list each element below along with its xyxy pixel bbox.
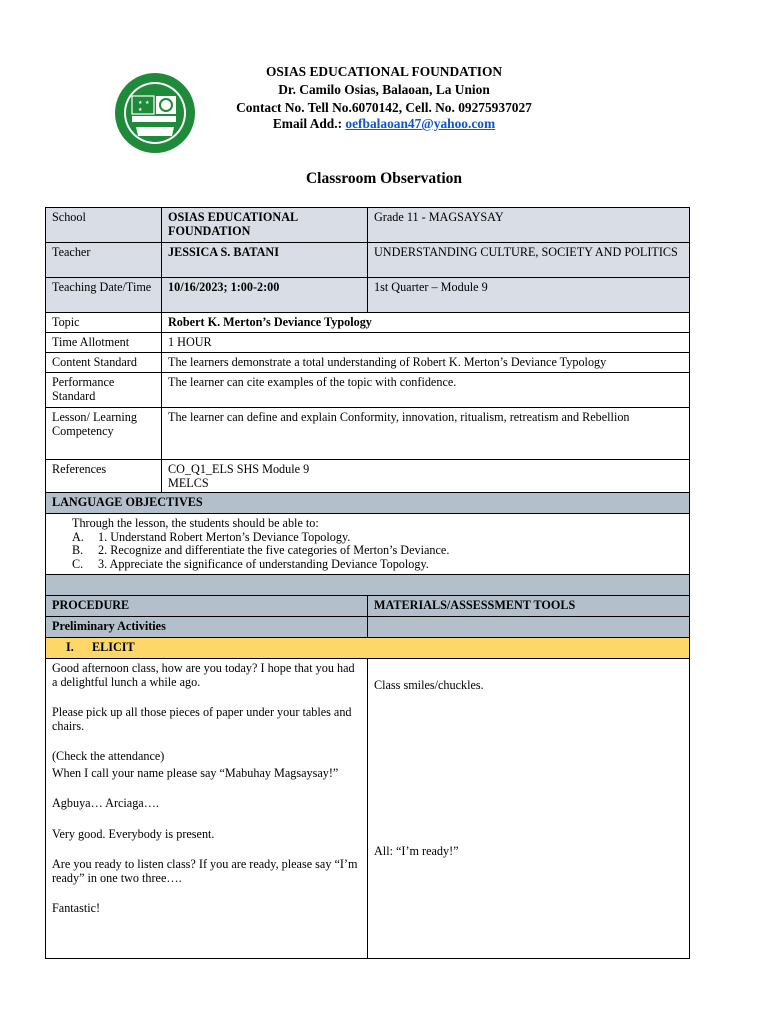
school-label: School [46, 208, 162, 243]
procedure-heading: PROCEDURE [46, 596, 368, 617]
reference-item: MELCS [168, 475, 209, 490]
materials-heading: MATERIALS/ASSESSMENT TOOLS [368, 596, 690, 617]
subject-value: UNDERSTANDING CULTURE, SOCIETY AND POLITICS [368, 243, 690, 278]
svg-text:★: ★ [138, 107, 143, 113]
org-address: Dr. Camilo Osias, Balaoan, La Union [278, 82, 490, 97]
date-value: 10/16/2023; 1:00-2:00 [162, 278, 368, 313]
teacher-label: Teacher [46, 243, 162, 278]
elicit-heading [46, 638, 690, 659]
foundation-logo [114, 72, 196, 154]
teacher-line: Please pick up all those pieces of paper under your tables and chairs. [52, 705, 352, 733]
teacher-line: Very good. Everybody is present. [52, 826, 215, 841]
teacher-activity [46, 659, 368, 959]
svg-text:★: ★ [138, 100, 143, 106]
time-label: Time Allotment [46, 333, 162, 353]
observation-table [45, 207, 690, 959]
preliminary-heading: Preliminary Activities [46, 617, 368, 638]
response-line: All: “I’m ready!” [374, 843, 459, 858]
school-value: OSIAS EDUCATIONAL FOUNDATION [162, 208, 368, 243]
teacher-line: Good afternoon class, how are you today? I hope that you had a delightful lunch a while ago. [52, 661, 355, 689]
objectives-list [72, 531, 683, 572]
grade-value: Grade 11 - MAGSAYSAY [368, 208, 690, 243]
student-responses [368, 659, 690, 959]
content-label: Content Standard [46, 353, 162, 373]
preliminary-materials [368, 617, 690, 638]
list-item: A. 1. Understand Robert Merton’s Deviance Topology. [72, 529, 351, 544]
objectives-body [46, 514, 690, 575]
time-value: 1 HOUR [162, 333, 690, 353]
org-email-line [200, 115, 568, 132]
svg-text:★: ★ [145, 100, 150, 106]
org-name: OSIAS EDUCATIONAL FOUNDATION [265, 64, 503, 79]
quarter-value: 1st Quarter – Module 9 [368, 278, 690, 313]
lesson-label: Lesson/ Learning Competency [46, 408, 162, 460]
list-item: B. 2. Recognize and differentiate the five categories of Merton’s Deviance. [72, 543, 450, 557]
teacher-line: Agbuya… Arciaga…. [52, 796, 159, 810]
teacher-line: Are you ready to listen class? If you are ready, please say “I’m ready” in one two three…. [52, 857, 358, 885]
references-label: References [46, 460, 162, 493]
topic-value: Robert K. Merton’s Deviance Typology [162, 313, 690, 333]
objectives-heading: LANGUAGE OBJECTIVES [46, 493, 690, 514]
teacher-value: JESSICA S. BATANI [162, 243, 368, 278]
teacher-line: (Check the attendance) [52, 749, 165, 763]
elicit-number: I. [66, 640, 74, 654]
objectives-intro: Through the lesson, the students should be able to: [72, 516, 319, 530]
references-value [162, 460, 690, 493]
response-line: Class smiles/chuckles. [374, 678, 484, 692]
reference-item: CO_Q1_ELS SHS Module 9 [168, 462, 310, 476]
performance-value: The learner can cite examples of the topic with confidence. [162, 373, 690, 408]
topic-label: Topic [46, 313, 162, 333]
org-contact: Contact No. Tell No.6070142, Cell. No. 09275937027 [236, 100, 532, 115]
document-title: Classroom Observation [305, 170, 462, 187]
email-label: Email Add.: [272, 116, 343, 131]
spacer-row [46, 575, 690, 596]
email-link[interactable]: oefbalaoan47@yahoo.com [345, 116, 496, 131]
lesson-value: The learner can define and explain Conformity, innovation, ritualism, retreatism and Rebellion [162, 408, 690, 460]
date-label: Teaching Date/Time [46, 278, 162, 313]
content-value: The learners demonstrate a total understanding of Robert K. Merton’s Deviance Typology [162, 353, 690, 373]
performance-label: Performance Standard [46, 373, 162, 408]
elicit-label: ELICIT [92, 640, 135, 654]
teacher-line: Fantastic! [52, 901, 101, 915]
list-item: C. 3. Appreciate the significance of understanding Deviance Topology. [72, 556, 429, 571]
teacher-line: When I call your name please say “Mabuhay Magsaysay!” [52, 765, 339, 780]
